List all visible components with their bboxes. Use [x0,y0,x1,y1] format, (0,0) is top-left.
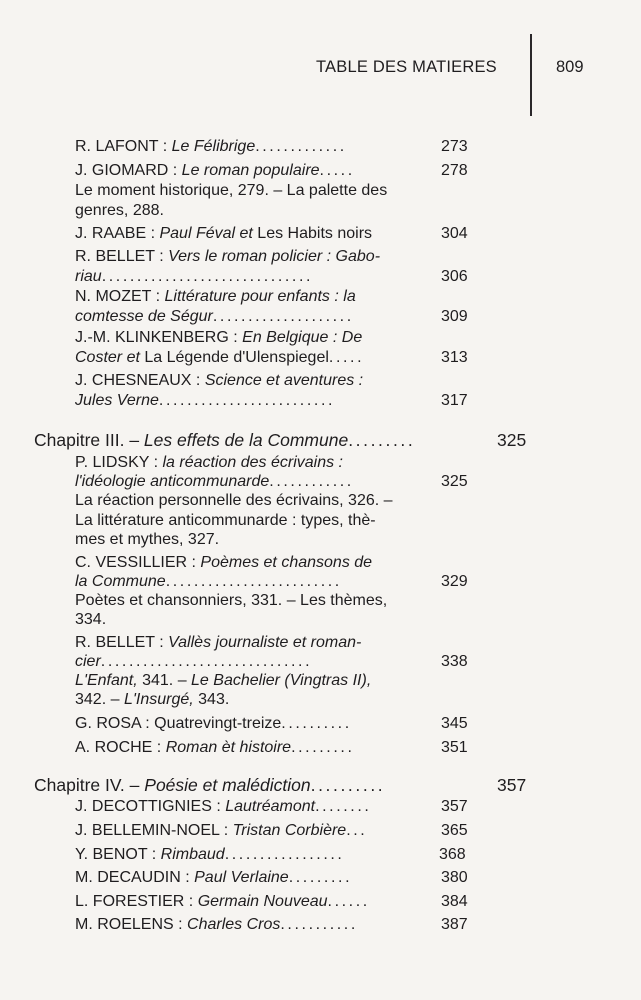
dot-leader: .............................. [101,268,314,285]
toc-entry-continuation [75,610,106,630]
header-divider [530,34,532,116]
dot-leader: ......................... [158,392,336,409]
dot-leader: ..... [328,349,365,366]
entry-page-number: 325 [441,473,468,490]
entry-page-number: 329 [441,573,468,590]
entry-title: L'Enfant, [75,672,138,689]
dot-leader: ................. [224,846,345,863]
entry-text: 341. – [137,672,192,689]
entry-page-number: 351 [441,739,468,756]
entry-text: mes et mythes, 327. [75,531,220,548]
entry-text: N. MOZET : [75,288,165,305]
entry-text: La littérature anticommunarde : types, thè- [75,512,376,529]
entry-text: P. LIDSKY : [75,454,163,471]
entry-page-number: 380 [441,869,468,886]
dot-leader: ......... [288,869,353,886]
entry-title: comtesse de Ségur [75,308,213,325]
entry-title: Tristan Corbière [232,822,347,839]
entry-page-number: 309 [441,308,468,325]
entry-text: Poètes et chansonniers, 331. – Les thèmes, [75,592,388,609]
entry-title: Poésie et malédiction [144,775,311,795]
toc-entry [75,652,312,672]
toc-entry [75,915,358,935]
dot-leader: ........... [280,916,358,933]
dot-leader: ......... [348,430,416,450]
entry-title: Coster et [75,349,140,366]
entry-title: Paul Verlaine [194,869,289,886]
entry-title: la Commune [75,573,166,590]
entry-page-number: 357 [441,798,468,815]
entry-text: R. BELLET : [75,634,169,651]
entry-page-number: 345 [441,715,468,732]
entry-page-number: 387 [441,916,468,933]
toc-entry-continuation [75,553,372,573]
entry-text: La Légende d'Ulenspiegel [139,349,329,366]
toc-entry-continuation [75,690,229,710]
entry-text: J. BELLEMIN-NOEL : [75,822,233,839]
entry-text: J. GIOMARD : [75,162,182,179]
toc-entry-continuation [75,371,363,391]
entry-text: M. ROELENS : [75,916,188,933]
toc-entry [75,797,371,817]
entry-text: J. CHESNEAUX : [75,372,205,389]
entry-text: Le moment historique, 279. – La palette des [75,182,388,199]
entry-text: Chapitre III. – [34,430,144,450]
toc-entry-continuation [75,671,371,691]
chapter-heading [34,429,415,451]
entry-title: Les effets de la Commune [143,430,349,450]
entry-page-number: 306 [441,268,468,285]
dot-leader: ...... [327,893,370,910]
toc-entry [75,391,335,411]
chapter-heading [34,774,385,796]
entry-title: Roman èt histoire [165,739,292,756]
toc-entry [75,267,313,287]
entry-title: Le Bachelier (Vingtras II), [191,672,372,689]
dot-leader: .......... [310,775,386,795]
dot-leader: ..... [319,162,355,179]
entry-title: Lautréamont [225,798,316,815]
entry-title: Le Félibrige [171,138,256,155]
entry-page-number: 368 [439,846,466,863]
entry-title: cier [75,653,101,670]
entry-page-number: 365 [441,822,468,839]
toc-entry [75,714,352,734]
dot-leader: ............ [269,473,354,490]
toc-entry-continuation [75,181,387,201]
entry-page-number: 384 [441,893,468,910]
entry-text: L. FORESTIER : [75,893,198,910]
entry-text: J. DECOTTIGNIES : [75,798,226,815]
dot-leader: .......... [281,715,352,732]
entry-title: Jules Verne [75,392,159,409]
toc-entry [75,161,355,181]
dot-leader: .............................. [100,653,313,670]
entry-page-number: 278 [441,162,468,179]
entry-page-number: 338 [441,653,468,670]
entry-page-number: 313 [441,349,468,366]
entry-title: Vallès journaliste et roman- [168,634,362,651]
dot-leader: ............. [255,138,347,155]
entry-title: Poèmes et chansons de [200,554,373,571]
entry-text: 342. – [75,691,124,708]
dot-leader: ......... [291,739,355,756]
entry-title: Vers le roman policier : Gabo- [168,248,381,265]
toc-entry [75,821,367,841]
toc-entry [75,307,354,327]
entry-text: genres, 288. [75,202,164,219]
toc-entry [75,348,364,368]
toc-entry-continuation [75,247,380,267]
toc-entry-continuation [75,201,164,221]
entry-title: Le roman populaire [181,162,320,179]
entry-title: Charles Cros [187,916,281,933]
entry-page-number: 304 [441,225,468,242]
entry-title: Rimbaud [160,846,225,863]
entry-text: R. LAFONT : [75,138,172,155]
toc-entry [75,845,344,865]
entry-title: Littérature pour enfants : la [164,288,356,305]
dot-leader: ........ [315,798,372,815]
toc-entry-continuation [75,530,219,550]
entry-title: la réaction des écrivains : [162,454,343,471]
entry-text: Chapitre IV. – [34,775,145,795]
entry-text: M. DECAUDIN : [75,869,195,886]
toc-entry [75,137,347,157]
toc-entry-continuation [75,591,387,611]
running-title: TABLE DES MATIERES [316,58,497,76]
entry-title: riau [75,268,102,285]
toc-entry-continuation [75,633,361,653]
entry-title: L'Insurgé, [123,691,194,708]
toc-entry-continuation [75,491,393,511]
entry-page-number: 325 [497,430,527,450]
toc-entry-continuation [75,328,362,348]
entry-page-number: 273 [441,138,468,155]
page-number: 809 [556,58,584,76]
entry-title: Paul Féval et [159,225,253,242]
entry-page-number: 357 [497,775,527,795]
entry-text: La réaction personnelle des écrivains, 326. – [75,492,393,509]
entry-text: C. VESSILLIER : [75,554,201,571]
entry-text: R. BELLET : [75,248,169,265]
entry-text: 343. [193,691,230,708]
entry-text: G. ROSA : Quatrevingt-treize [75,715,282,732]
dot-leader: .................... [212,308,354,325]
entry-title: l'idéologie anticommunarde [75,473,270,490]
dot-leader: ... [346,822,368,839]
entry-text: A. ROCHE : [75,739,166,756]
entry-text: 334. [75,611,107,628]
toc-entry [75,892,370,912]
toc-entry-continuation [75,511,376,531]
toc-entry [75,738,355,758]
entry-title: Science et aventures : [204,372,364,389]
entry-text: Y. BENOT : [75,846,161,863]
entry-text: J. RAABE : [75,225,160,242]
entry-text: Les Habits noirs [252,225,373,242]
toc-entry-continuation [75,287,356,307]
toc-entry [75,472,354,492]
entry-page-number: 317 [441,392,468,409]
dot-leader: ......................... [165,573,342,590]
entry-title: En Belgique : De [242,329,363,346]
toc-entry [75,868,352,888]
entry-text: J.-M. KLINKENBERG : [75,329,243,346]
toc-entry [75,572,342,592]
toc-entry-continuation [75,453,343,473]
toc-entry [75,224,372,244]
entry-title: Germain Nouveau [197,893,328,910]
